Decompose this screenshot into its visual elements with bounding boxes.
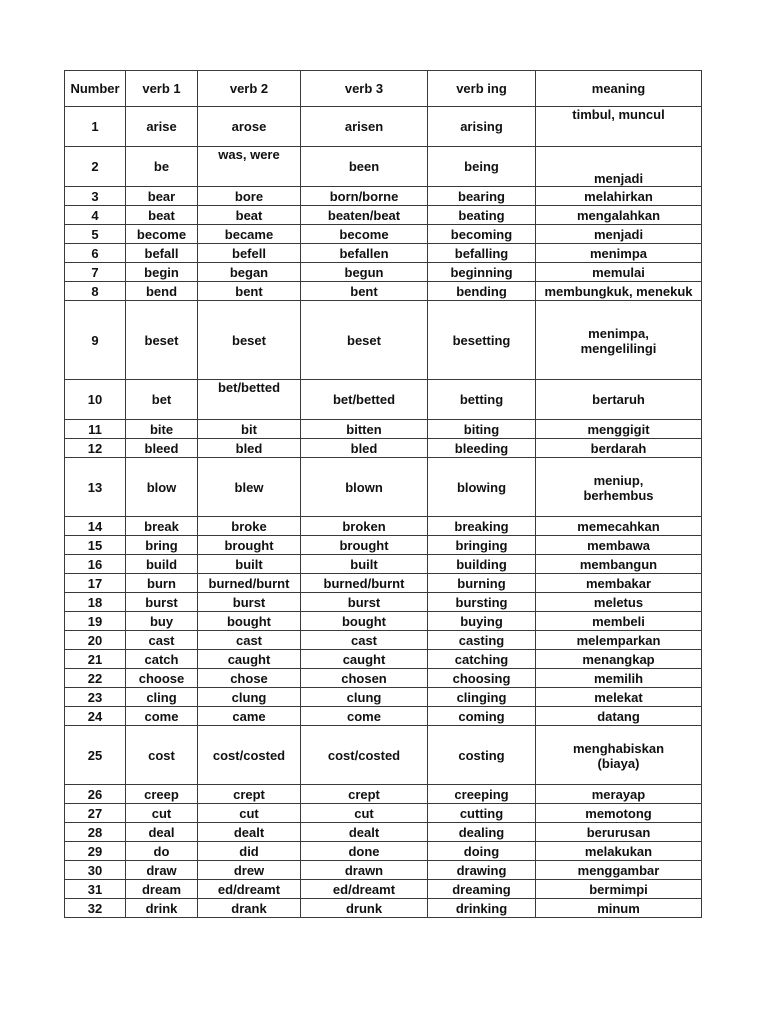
verb-1: do (126, 842, 198, 861)
verb-2: came (198, 707, 301, 726)
table-row (65, 707, 702, 726)
verb-3: clung (301, 688, 428, 707)
verb-3: beset (301, 301, 428, 380)
meaning: melemparkan (536, 631, 702, 650)
verb-2: crept (198, 785, 301, 804)
verb-3: burst (301, 593, 428, 612)
table-row (65, 225, 702, 244)
meaning: datang (536, 707, 702, 726)
meaning: memulai (536, 263, 702, 282)
verb-1: drink (126, 899, 198, 918)
verb-2: began (198, 263, 301, 282)
meaning: memilih (536, 669, 702, 688)
verb-3: beaten/beat (301, 206, 428, 225)
verb-2: bore (198, 187, 301, 206)
verb-3: caught (301, 650, 428, 669)
table-row (65, 861, 702, 880)
verb-3: bitten (301, 420, 428, 439)
meaning: membeli (536, 612, 702, 631)
row-number: 16 (65, 555, 126, 574)
verb-3: bought (301, 612, 428, 631)
row-number: 7 (65, 263, 126, 282)
verb-2: ed/dreamt (198, 880, 301, 899)
meaning: membawa (536, 536, 702, 555)
verb-1: cost (126, 726, 198, 785)
row-number: 17 (65, 574, 126, 593)
verb-1: catch (126, 650, 198, 669)
verb-3: cast (301, 631, 428, 650)
verb-3: arisen (301, 107, 428, 147)
verb-ing: doing (428, 842, 536, 861)
row-number: 2 (65, 147, 126, 187)
verb-1: buy (126, 612, 198, 631)
row-number: 23 (65, 688, 126, 707)
verb-1: bring (126, 536, 198, 555)
verb-1: bet (126, 380, 198, 420)
verb-2: burned/burnt (198, 574, 301, 593)
verb-ing: bending (428, 282, 536, 301)
verb-2: burst (198, 593, 301, 612)
meaning: menjadi (536, 225, 702, 244)
verb-ing: catching (428, 650, 536, 669)
verb-ing: bleeding (428, 439, 536, 458)
verb-2: bled (198, 439, 301, 458)
table-row (65, 206, 702, 225)
verb-3: been (301, 147, 428, 187)
row-number: 21 (65, 650, 126, 669)
header-verb-3: verb 3 (301, 71, 428, 107)
table-row (65, 187, 702, 206)
verb-2: brought (198, 536, 301, 555)
meaning-line-2: mengelilingi (580, 340, 657, 356)
row-number: 12 (65, 439, 126, 458)
verb-2: drank (198, 899, 301, 918)
verb-2: blew (198, 458, 301, 517)
verb-1: cut (126, 804, 198, 823)
verb-2: bit (198, 420, 301, 439)
verb-ing: dreaming (428, 880, 536, 899)
verb-3: drawn (301, 861, 428, 880)
verb-1: beat (126, 206, 198, 225)
verb-2: befell (198, 244, 301, 263)
verb-1: break (126, 517, 198, 536)
verb-1: cling (126, 688, 198, 707)
verb-ing: bursting (428, 593, 536, 612)
verb-1: bite (126, 420, 198, 439)
meaning: melekat (536, 688, 702, 707)
row-number: 15 (65, 536, 126, 555)
verb-3: come (301, 707, 428, 726)
verb-3: broken (301, 517, 428, 536)
verb-3: bled (301, 439, 428, 458)
row-number: 9 (65, 301, 126, 380)
verb-3: bent (301, 282, 428, 301)
meaning: memotong (536, 804, 702, 823)
table-row (65, 301, 702, 380)
meaning: minum (536, 899, 702, 918)
header-meaning: meaning (536, 71, 702, 107)
row-number: 20 (65, 631, 126, 650)
verb-2: built (198, 555, 301, 574)
table-row (65, 593, 702, 612)
verb-1: burst (126, 593, 198, 612)
table-row (65, 612, 702, 631)
verb-ing: casting (428, 631, 536, 650)
verb-1: come (126, 707, 198, 726)
verb-3: drunk (301, 899, 428, 918)
table-row (65, 631, 702, 650)
row-number: 14 (65, 517, 126, 536)
table-row (65, 726, 702, 785)
table-row (65, 688, 702, 707)
table-row (65, 555, 702, 574)
meaning: membungkuk, menekuk (536, 282, 702, 301)
verb-1: burn (126, 574, 198, 593)
table-row (65, 574, 702, 593)
meaning: meletus (536, 593, 702, 612)
table-row (65, 147, 702, 187)
verb-ing: drinking (428, 899, 536, 918)
verb-3: burned/burnt (301, 574, 428, 593)
meaning: berurusan (536, 823, 702, 842)
verb-ing: becoming (428, 225, 536, 244)
table-row (65, 263, 702, 282)
verb-3: crept (301, 785, 428, 804)
meaning: membakar (536, 574, 702, 593)
verb-2: beset (198, 301, 301, 380)
table-row (65, 244, 702, 263)
row-number: 22 (65, 669, 126, 688)
verb-2: bought (198, 612, 301, 631)
verb-2: chose (198, 669, 301, 688)
verb-ing: choosing (428, 669, 536, 688)
row-number: 24 (65, 707, 126, 726)
row-number: 8 (65, 282, 126, 301)
table-row (65, 899, 702, 918)
table-body (65, 107, 702, 918)
row-number: 31 (65, 880, 126, 899)
table-row (65, 282, 702, 301)
verb-ing: breaking (428, 517, 536, 536)
verb-2: bent (198, 282, 301, 301)
verb-3: dealt (301, 823, 428, 842)
verb-ing: drawing (428, 861, 536, 880)
verb-3: begun (301, 263, 428, 282)
row-number: 18 (65, 593, 126, 612)
row-number: 28 (65, 823, 126, 842)
verb-2: caught (198, 650, 301, 669)
meaning: timbul, muncul (536, 107, 702, 147)
verb-ing: bringing (428, 536, 536, 555)
row-number: 32 (65, 899, 126, 918)
meaning (536, 301, 702, 380)
verb-1: beset (126, 301, 198, 380)
header-verb-2: verb 2 (198, 71, 301, 107)
row-number: 6 (65, 244, 126, 263)
verb-2: cast (198, 631, 301, 650)
verb-3: become (301, 225, 428, 244)
verb-3: ed/dreamt (301, 880, 428, 899)
verb-ing: besetting (428, 301, 536, 380)
verb-3: built (301, 555, 428, 574)
verb-3: cost/costed (301, 726, 428, 785)
verb-1: become (126, 225, 198, 244)
table-row (65, 842, 702, 861)
verb-3: blown (301, 458, 428, 517)
table-row (65, 107, 702, 147)
verb-ing: clinging (428, 688, 536, 707)
verb-1: bend (126, 282, 198, 301)
row-number: 27 (65, 804, 126, 823)
verb-ing: being (428, 147, 536, 187)
verb-1: deal (126, 823, 198, 842)
verb-ing: costing (428, 726, 536, 785)
verb-3: chosen (301, 669, 428, 688)
row-number: 1 (65, 107, 126, 147)
verb-1: arise (126, 107, 198, 147)
verb-1: befall (126, 244, 198, 263)
row-number: 13 (65, 458, 126, 517)
verb-ing: betting (428, 380, 536, 420)
row-number: 5 (65, 225, 126, 244)
verb-1: draw (126, 861, 198, 880)
row-number: 3 (65, 187, 126, 206)
meaning: bermimpi (536, 880, 702, 899)
row-number: 10 (65, 380, 126, 420)
verb-1: begin (126, 263, 198, 282)
header-verb-ing: verb ing (428, 71, 536, 107)
table-row (65, 536, 702, 555)
meaning: bertaruh (536, 380, 702, 420)
verb-2: cost/costed (198, 726, 301, 785)
verb-ing: cutting (428, 804, 536, 823)
verb-ing: beginning (428, 263, 536, 282)
meaning-line-2: (biaya) (597, 755, 640, 771)
row-number: 29 (65, 842, 126, 861)
meaning: membangun (536, 555, 702, 574)
meaning: berdarah (536, 439, 702, 458)
header-number: Number (65, 71, 126, 107)
verb-2: bet/betted (198, 380, 301, 420)
row-number: 19 (65, 612, 126, 631)
verb-3: born/borne (301, 187, 428, 206)
verb-1: bear (126, 187, 198, 206)
meaning: melakukan (536, 842, 702, 861)
table-row (65, 785, 702, 804)
row-number: 30 (65, 861, 126, 880)
verb-1: build (126, 555, 198, 574)
table-row (65, 420, 702, 439)
row-number: 26 (65, 785, 126, 804)
verb-2: dealt (198, 823, 301, 842)
verb-1: blow (126, 458, 198, 517)
meaning: menimpa (536, 244, 702, 263)
meaning-line-2: berhembus (583, 487, 654, 503)
verb-ing: beating (428, 206, 536, 225)
row-number: 4 (65, 206, 126, 225)
table-row (65, 804, 702, 823)
verb-2: broke (198, 517, 301, 536)
table-row (65, 880, 702, 899)
verb-ing: biting (428, 420, 536, 439)
verb-ing: blowing (428, 458, 536, 517)
table-row (65, 517, 702, 536)
meaning-line-1: menimpa, (588, 325, 649, 341)
meaning: merayap (536, 785, 702, 804)
verb-3: cut (301, 804, 428, 823)
verb-1: be (126, 147, 198, 187)
verb-1: cast (126, 631, 198, 650)
verb-2: cut (198, 804, 301, 823)
verb-ing: arising (428, 107, 536, 147)
table-row (65, 669, 702, 688)
verb-3: bet/betted (301, 380, 428, 420)
table-row (65, 823, 702, 842)
verb-2: beat (198, 206, 301, 225)
meaning: melahirkan (536, 187, 702, 206)
meaning: menjadi (536, 147, 702, 187)
row-number: 11 (65, 420, 126, 439)
verb-1: dream (126, 880, 198, 899)
verb-ing: creeping (428, 785, 536, 804)
verb-ing: buying (428, 612, 536, 631)
meaning: menangkap (536, 650, 702, 669)
table-row (65, 439, 702, 458)
header-verb-1: verb 1 (126, 71, 198, 107)
meaning-line-1: meniup, (593, 472, 644, 488)
verb-2: clung (198, 688, 301, 707)
meaning: menggigit (536, 420, 702, 439)
verb-1: creep (126, 785, 198, 804)
row-number: 25 (65, 726, 126, 785)
verb-2: did (198, 842, 301, 861)
verb-ing: bearing (428, 187, 536, 206)
meaning: mengalahkan (536, 206, 702, 225)
meaning-line-1: menghabiskan (572, 740, 665, 756)
meaning: menggambar (536, 861, 702, 880)
meaning: memecahkan (536, 517, 702, 536)
meaning (536, 458, 702, 517)
table-row (65, 650, 702, 669)
verb-2: was, were (198, 147, 301, 187)
table-header-row (65, 71, 702, 107)
verb-2: became (198, 225, 301, 244)
verb-ing: burning (428, 574, 536, 593)
verb-ing: building (428, 555, 536, 574)
verb-3: brought (301, 536, 428, 555)
verb-ing: befalling (428, 244, 536, 263)
verb-3: befallen (301, 244, 428, 263)
verb-3: done (301, 842, 428, 861)
meaning (536, 726, 702, 785)
verb-2: drew (198, 861, 301, 880)
verb-1: choose (126, 669, 198, 688)
table-row (65, 380, 702, 420)
verb-1: bleed (126, 439, 198, 458)
verb-ing: dealing (428, 823, 536, 842)
verb-ing: coming (428, 707, 536, 726)
verb-2: arose (198, 107, 301, 147)
table-row (65, 458, 702, 517)
irregular-verbs-table (64, 70, 702, 918)
